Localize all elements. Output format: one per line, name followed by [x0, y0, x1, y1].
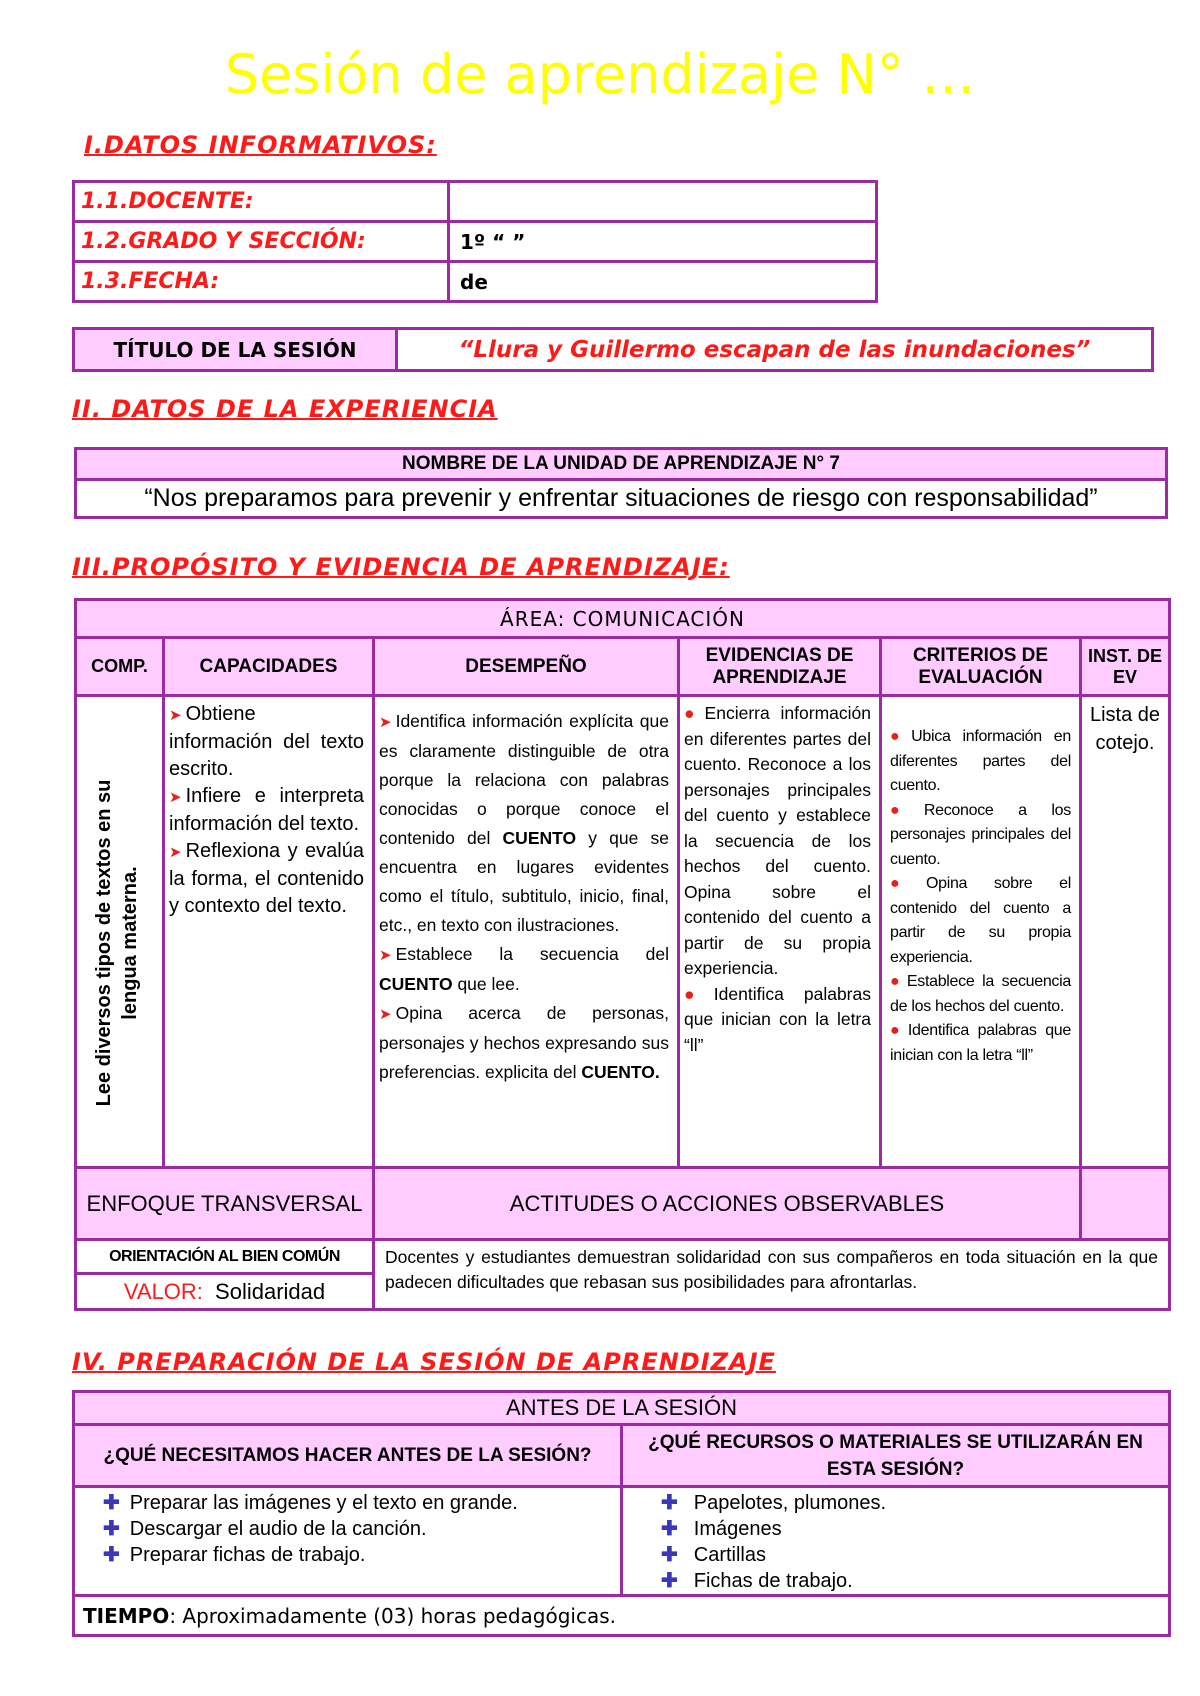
list-item: ✚ Fichas de trabajo.	[661, 1570, 853, 1592]
grado-seccion-value: 1º “ ”	[449, 222, 877, 262]
criterios-cell	[881, 696, 1081, 1168]
unit-name: “Nos preparamos para prevenir y enfrentar situaciones de riesgo con responsabilidad”	[76, 480, 1167, 518]
page-title: Sesión de aprendizaje N° …	[224, 43, 976, 106]
plus-bullet-icon: ✚	[661, 1570, 678, 1592]
arrow-bullet-icon: ➤	[169, 707, 182, 724]
grado-seccion-label: 1.2.GRADO Y SECCIÓN:	[74, 222, 449, 262]
competencia-cell	[76, 696, 164, 1168]
criteria-item: ● Establece la secuencia de los hechos del cuento.	[890, 973, 1071, 1015]
list-item: ✚ Preparar fichas de trabajo.	[103, 1544, 366, 1566]
evidencias-header: EVIDENCIAS DE APRENDIZAJE	[679, 638, 881, 696]
plus-bullet-icon: ✚	[661, 1544, 678, 1566]
proposito-table	[74, 598, 1171, 1311]
list-item: ✚ Descargar el audio de la canción.	[103, 1518, 427, 1540]
plus-bullet-icon: ✚	[661, 1518, 678, 1540]
col1-header: ¿QUÉ NECESITAMOS HACER ANTES DE LA SESIÓN?	[74, 1425, 622, 1487]
section-3-heading: III.PROPÓSITO Y EVIDENCIA DE APRENDIZAJE:	[72, 553, 730, 581]
tiempo-cell	[74, 1596, 1170, 1636]
tiempo-value: : Aproximadamente (03) horas pedagógicas.	[169, 1603, 616, 1628]
session-title-value: “Llura y Guillermo escapan de las inundaciones”	[397, 329, 1153, 371]
bullet-icon: ●	[890, 1022, 904, 1039]
bullet-icon: ●	[890, 973, 903, 990]
bullet-icon: ●	[890, 728, 908, 745]
bullet-icon: ●	[684, 983, 710, 1004]
criteria-item: ● Ubica información en diferentes partes del cuento.	[890, 728, 1071, 794]
evidence-item: ● Encierra información en diferentes partes del cuento. Reconoce a los personajes principales del cuento y establece la secuencia de los hechos del cuento. Opina sobre el contenido del cuento a partir de su propia experiencia.	[684, 703, 871, 978]
actitud-text: Docentes y estudiantes demuestran solidaridad con sus compañeros en toda situación en la que padecen dificultades que rebasan sus posibilidades para afrontarlas.	[374, 1240, 1170, 1310]
desempeno-cell	[374, 696, 679, 1168]
plus-bullet-icon: ✚	[103, 1492, 120, 1514]
col2-list	[622, 1487, 1170, 1596]
enfoque-header: ENFOQUE TRANSVERSAL	[76, 1168, 374, 1240]
performance-item: ➤ Establece la secuencia del CUENTO que lee.	[379, 944, 669, 994]
capacity-item: ➤ Reflexiona y evalúa la forma, el contenido y contexto del texto.	[169, 840, 364, 917]
capacidades-cell	[164, 696, 374, 1168]
comp-header: COMP.	[76, 638, 164, 696]
arrow-bullet-icon: ➤	[169, 844, 182, 861]
col1-list	[74, 1487, 622, 1596]
actitudes-header: ACTITUDES O ACCIONES OBSERVABLES	[374, 1168, 1081, 1240]
criteria-item: ● Identifica palabras que inician con la letra “ll”	[890, 1022, 1071, 1064]
section-1-heading: I.DATOS INFORMATIVOS:	[84, 131, 437, 159]
capacity-item: ➤ Obtiene información del texto escrito.	[169, 703, 364, 780]
arrow-bullet-icon: ➤	[379, 947, 392, 964]
datos-informativos-table	[72, 180, 878, 303]
instrumento-value: Lista de cotejo.	[1081, 696, 1170, 1168]
session-title-label: TÍTULO DE LA SESIÓN	[74, 329, 397, 371]
valor-value: Solidaridad	[215, 1278, 326, 1304]
plus-bullet-icon: ✚	[103, 1544, 120, 1566]
preparacion-table	[72, 1390, 1171, 1637]
capacity-item: ➤ Infiere e interpreta información del texto.	[169, 785, 364, 835]
empty-cell	[1081, 1168, 1170, 1240]
fecha-label: 1.3.FECHA:	[74, 262, 449, 302]
unit-label: NOMBRE DE LA UNIDAD DE APRENDIZAJE N° 7	[76, 449, 1167, 480]
orientacion-label: ORIENTACIÓN AL BIEN COMÚN	[76, 1240, 374, 1274]
competencia-text: Lee diversos tipos de textos en su lengua materna.	[93, 779, 141, 1107]
evidence-item: ● Identifica palabras que inician con la letra “ll”	[684, 983, 871, 1055]
tiempo-label: TIEMPO	[83, 1603, 170, 1628]
area-header: ÁREA: COMUNICACIÓN	[76, 600, 1170, 638]
session-title-table	[72, 327, 1154, 372]
bullet-icon: ●	[890, 875, 922, 892]
evidencias-cell	[679, 696, 881, 1168]
valor-cell	[76, 1274, 374, 1310]
performance-item: ➤ Identifica información explícita que es claramente distinguible de otra porque la relaciona con palabras conocidas o porque conoce el contenido del CUENTO y que se encuentra en lugares evidentes como el título, subtitulo, inicio, final, etc., en texto con ilustraciones.	[379, 711, 669, 935]
antes-header: ANTES DE LA SESIÓN	[74, 1392, 1170, 1425]
section-2-heading: II. DATOS DE LA EXPERIENCIA	[72, 395, 498, 423]
list-item: ✚ Imágenes	[661, 1518, 782, 1540]
bullet-icon: ●	[684, 703, 701, 723]
criteria-item: ● Opina sobre el contenido del cuento a partir de su propia experiencia.	[890, 875, 1071, 966]
instrumento-header: INST. DE EV	[1081, 638, 1170, 696]
plus-bullet-icon: ✚	[661, 1492, 678, 1514]
arrow-bullet-icon: ➤	[379, 714, 392, 731]
arrow-bullet-icon: ➤	[169, 789, 182, 806]
criteria-item: ● Reconoce a los personajes principales del cuento.	[890, 801, 1071, 868]
desempeno-header: DESEMPEÑO	[374, 638, 679, 696]
bullet-icon: ●	[890, 801, 920, 819]
arrow-bullet-icon: ➤	[379, 1006, 392, 1023]
list-item: ✚ Papelotes, plumones.	[661, 1492, 887, 1514]
valor-label: VALOR:	[123, 1278, 203, 1304]
unidad-table	[74, 447, 1168, 519]
capacidades-header: CAPACIDADES	[164, 638, 374, 696]
list-item: ✚ Preparar las imágenes y el texto en grande.	[103, 1492, 518, 1514]
fecha-value: de	[449, 262, 877, 302]
plus-bullet-icon: ✚	[103, 1518, 120, 1540]
docente-value	[449, 182, 877, 222]
list-item: ✚ Cartillas	[661, 1544, 767, 1566]
section-4-heading: IV. PREPARACIÓN DE LA SESIÓN DE APRENDIZAJE	[72, 1348, 776, 1376]
col2-header: ¿QUÉ RECURSOS O MATERIALES SE UTILIZARÁN EN ESTA SESIÓN?	[622, 1425, 1170, 1487]
criterios-header: CRITERIOS DE EVALUACIÓN	[881, 638, 1081, 696]
docente-label: 1.1.DOCENTE:	[74, 182, 449, 222]
performance-item: ➤ Opina acerca de personas, personajes y hechos expresando sus preferencias. explicita del CUENTO.	[379, 1003, 669, 1082]
